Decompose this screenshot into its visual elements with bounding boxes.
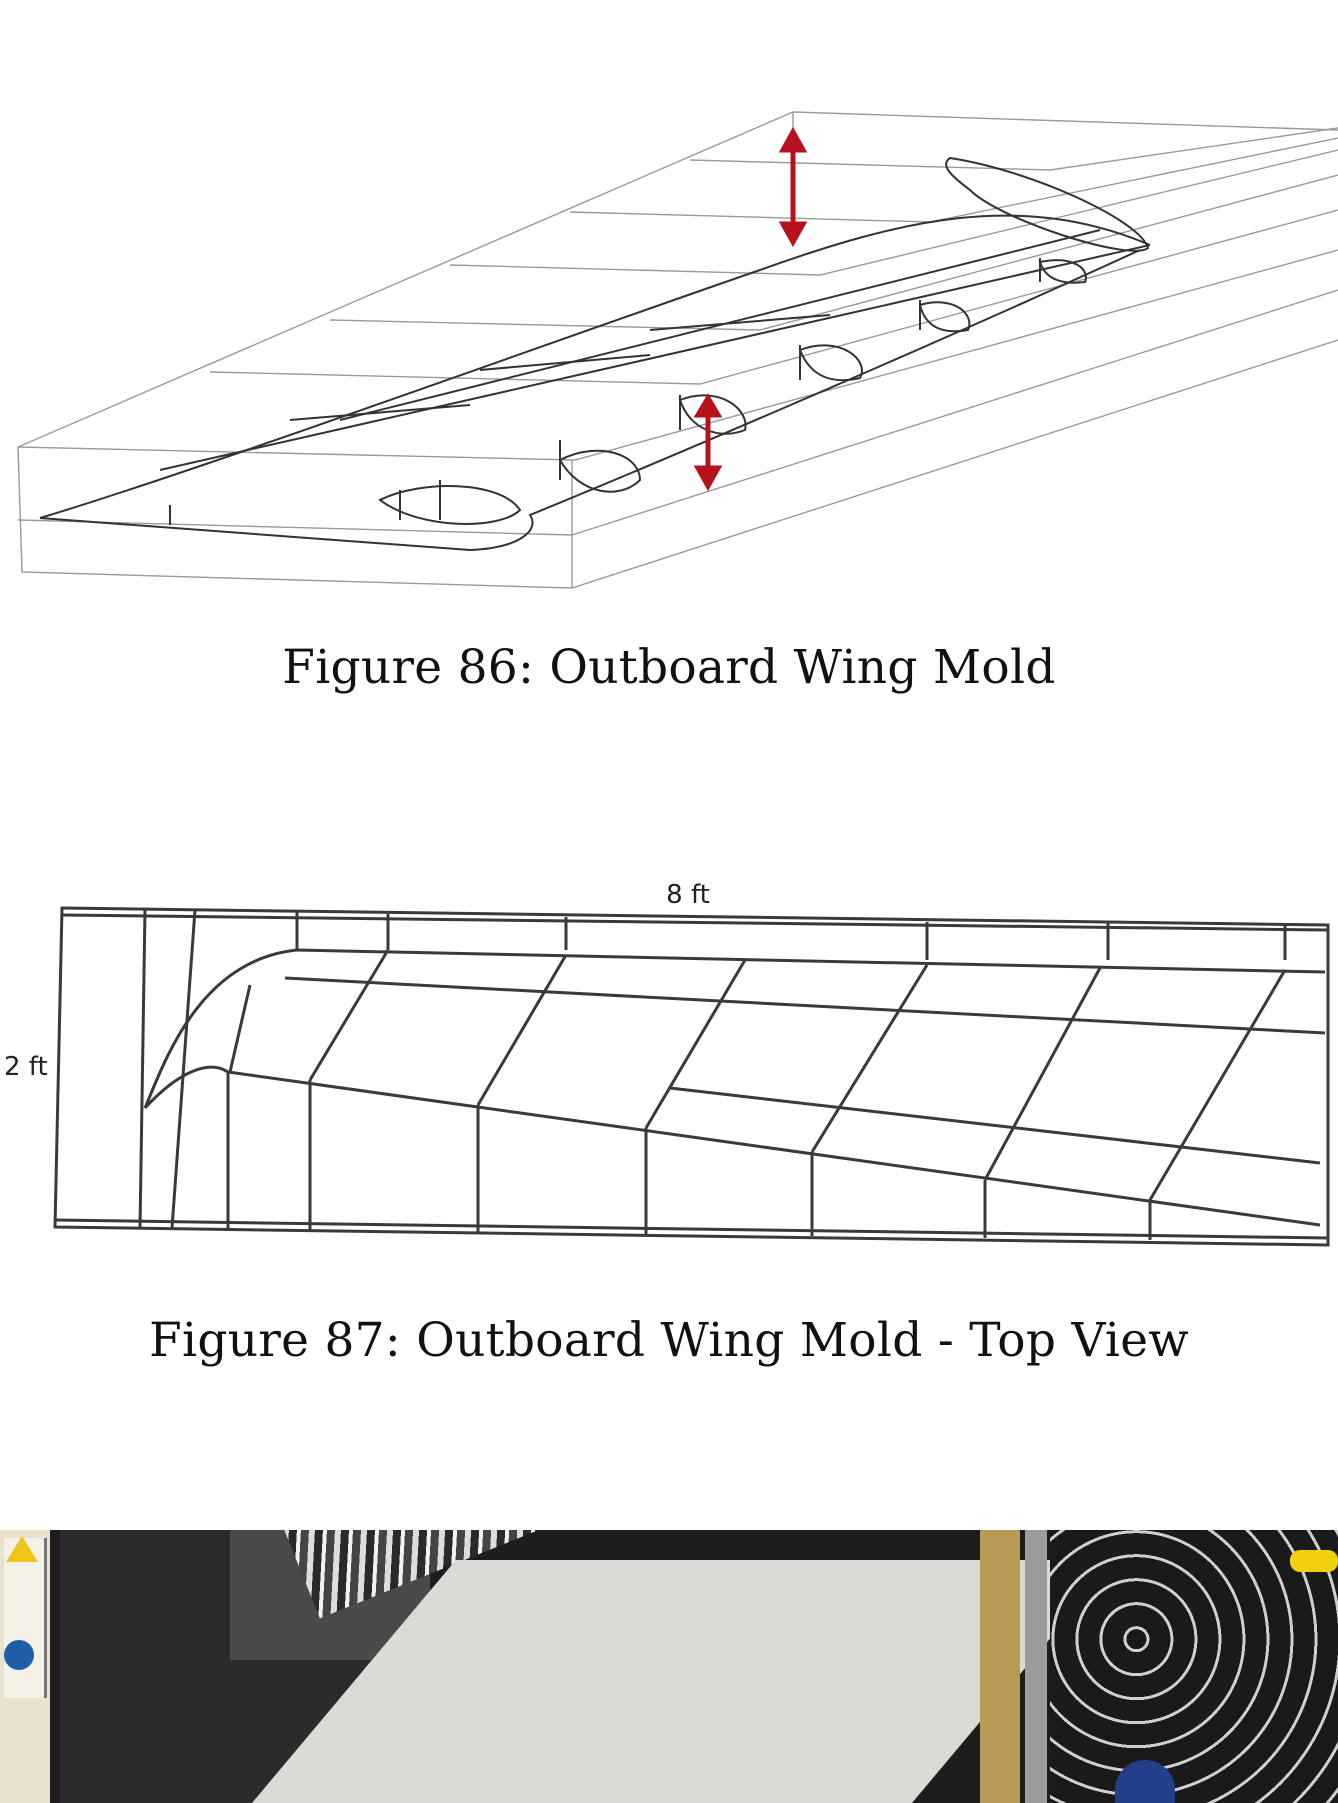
figure-87-caption: Figure 87: Outboard Wing Mold - Top View: [149, 1313, 1189, 1368]
warning-triangle: [6, 1536, 38, 1562]
blue-mandatory-icon: [4, 1640, 34, 1670]
metal-rail: [1025, 1530, 1047, 1803]
figure-87-wing-mold-top-view: [0, 870, 1338, 1250]
wood-frame: [980, 1530, 1020, 1803]
width-dimension-label: 8 ft: [666, 880, 710, 910]
figure-86-wing-mold-isometric: [0, 100, 1338, 600]
yellow-hose: [1290, 1550, 1338, 1572]
height-dimension-label: 2 ft: [4, 1052, 48, 1082]
figure-86-caption: Figure 86: Outboard Wing Mold: [282, 640, 1056, 695]
shop-photo: [0, 1530, 1338, 1803]
warning-sign: [4, 1538, 47, 1698]
